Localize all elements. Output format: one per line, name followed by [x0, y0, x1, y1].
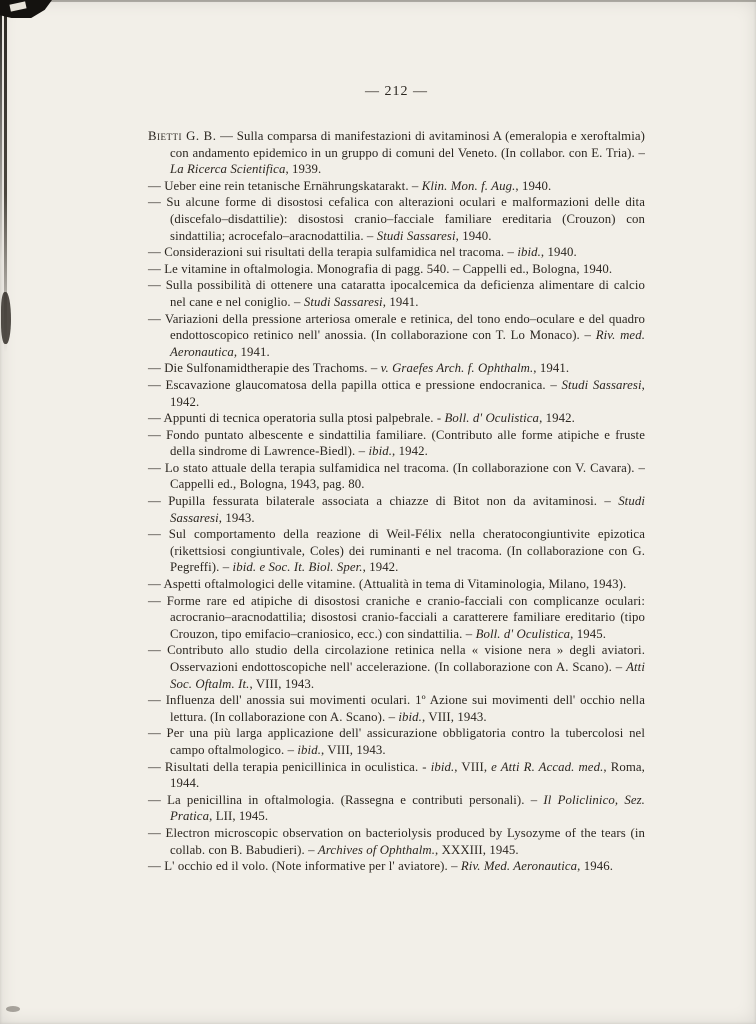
entry-text: 1941. [237, 344, 270, 359]
entry-text: — Electron microscopic observation on bacteriolysis produced by Lysozyme of the tears (in collab. con B. Babudieri). – [148, 825, 645, 857]
entry-text: , 1945. [570, 626, 607, 641]
entry-text: , 1943. [218, 510, 255, 525]
entry-text: , 1940. [515, 178, 552, 193]
entry-text: , VIII, [454, 759, 492, 774]
entry-text: , VIII, 1943. [421, 709, 487, 724]
bibliography-entry [148, 759, 645, 792]
bibliography-entry [148, 277, 645, 310]
entry-text: — Variazioni della pressione arteriosa omerale e retinica, del tono endo–oculare e del quadro endottoscopico retinico nell' anossia. (In collaborazione con T. Lo Monaco). – [148, 311, 645, 343]
entry-text: — Fondo puntato albescente e sindattilia familiare. (Contributo alle forme atipiche e fruste della sindrome di Lawrence-Biedl). – [148, 427, 645, 459]
source-title: Studi Sassaresi [376, 228, 456, 243]
bibliography-entry [148, 427, 645, 460]
source-title: Klin. Mon. f. Aug. [421, 178, 516, 193]
bibliography-entry [148, 128, 645, 178]
entry-text: — Pupilla fessurata bilaterale associata a chiazze di Bitot non da avitaminosi. – [148, 494, 619, 509]
scan-artifact-smudge [1, 292, 11, 344]
source-title: Studi Sassaresi [303, 294, 383, 309]
bibliography-entry [148, 460, 645, 493]
entry-text: — Ueber eine rein tetanische Ernährungskatarakt. – [148, 178, 422, 193]
entry-text: — Die Sulfonamidtherapie des Trachoms. – [148, 361, 381, 376]
source-title: ibid. [398, 709, 422, 724]
scan-artifact-corner-tab [0, 0, 52, 18]
entry-text: , 1940. [455, 228, 492, 243]
entry-text: — Influenza dell' anossia sui movimenti oculari. 1º Azione sui movimenti dell' occhio nella lettura. (In collaborazione con A. Scano). – [148, 693, 645, 724]
entry-text: — Aspetti oftalmologici delle vitamine. (Attualità in tema di Vitaminologia, Milano, 1943). [148, 577, 627, 592]
bibliography-entry [148, 858, 645, 875]
page-number: — 212 — [365, 84, 428, 99]
entry-text: — Sul comportamento della reazione di Weil-Félix nella cheratocongiuntivite epizotica (rikettsiosi congiuntivale, Coles) dei ruminanti e nel tracoma. (In collaborazione con G. Pegreffi). – [148, 527, 645, 575]
source-title: Riv. med. Aeronautica, [170, 328, 645, 359]
entry-text: — Contributo allo studio della circolazione retinica nella « visione nera » degli aviatori. Osservazioni endottoscopiche nell' accelerazione. (In collaborazione con A. Scano). – [148, 643, 645, 674]
entry-text: — Le vitamine in oftalmologia. Monografia di pagg. 540. – Cappelli ed., Bologna, 1940. [148, 261, 613, 276]
source-title: v. Graefes Arch. f. Ophthalm. [380, 361, 534, 376]
entry-text: , VIII, 1943. [321, 742, 386, 757]
entry-text: — Su alcune forme di disostosi cefalica con alterazioni oculari e malformazioni delle dita (discefalo–disdattilie): disostosi cranio–facciale familiare ereditaria (Crouzon) con sindattilia; acrocefalo–aracnodattilia. – [148, 195, 645, 243]
source-title: Boll. d' Oculistica [475, 626, 571, 641]
bibliography-entry [148, 244, 645, 261]
source-title: ibid. [517, 245, 541, 260]
entry-text: — Escavazione glaucomatosa della papilla ottica e pressione endocranica. – [148, 377, 562, 392]
source-title: ibid. [297, 742, 322, 757]
entry-text: , 1946. [577, 859, 614, 874]
bibliography-entry [148, 526, 645, 576]
bibliography-entry [148, 311, 645, 361]
entry-text: — Sulla comparsa di manifestazioni di avitaminosi A (emeralopia e xeroftalmia) con andamento epidemico in un gruppo di comuni del Veneto. (In collabor. con E. Tria). – [170, 129, 645, 160]
scan-artifact-bottom-speck [6, 1006, 20, 1012]
entry-text: — L' occhio ed il volo. (Note informative per l' aviatore). – [148, 859, 461, 874]
bibliography-entry [148, 377, 645, 410]
bibliography-entry [148, 593, 645, 643]
entry-text: — La penicillina in oftalmologia. (Rassegna e contributi personali). – [148, 792, 544, 807]
source-title: Archives of Ophthalm. [317, 842, 436, 857]
entry-text: , 1941. [382, 294, 419, 309]
source-title: ibid. e Soc. It. Biol. Sper. [232, 560, 363, 575]
entry-text: , 1942. [392, 444, 428, 459]
entry-text: , 1940. [540, 245, 577, 260]
source-title: Studi Sassaresi [561, 377, 642, 392]
bibliography-entry [148, 725, 645, 758]
source-title: e Atti R. Accad. med. [491, 759, 604, 774]
bibliography-entry [148, 493, 645, 526]
entry-text: , 1942. [362, 560, 399, 575]
scan-artifact-corner-notch [9, 1, 26, 11]
entry-text: — Risultati della terapia penicillinica in oculistica. - [148, 759, 431, 774]
entry-text: , 1941. [533, 361, 570, 376]
source-title: Studi Sassaresi [170, 494, 645, 525]
source-title: ibid. [368, 444, 393, 459]
source-title: Atti Soc. Oftalm. It. [170, 660, 645, 691]
bibliography-entry [148, 792, 645, 825]
bibliography-entry [148, 178, 645, 195]
scan-edge-top [0, 0, 756, 2]
source-title: ibid. [430, 759, 455, 774]
bibliography-entry [148, 642, 645, 692]
source-title: La Ricerca Scientifica [170, 162, 286, 177]
bibliography-entry [148, 261, 645, 278]
entry-text: — Sulla possibilità di ottenere una cataratta ipocalcemica da deficienza alimentare di calcio nel cane e nel coniglio. – [148, 278, 645, 309]
entry-text: — Appunti di tecnica operatoria sulla ptosi palpebrale. - [148, 411, 445, 426]
author-name: Bietti G. B. [148, 129, 217, 143]
bibliography-entry [148, 576, 645, 593]
entry-text: , LII, 1945. [209, 809, 269, 824]
scan-artifact-left-streak-2 [0, 0, 2, 260]
bibliography-entry [148, 410, 645, 427]
source-title: Boll. d' Oculistica [444, 411, 540, 426]
entry-text: — Considerazioni sui risultati della terapia sulfamidica nel tracoma. – [148, 245, 518, 260]
entry-text: — Lo stato attuale della terapia sulfamidica nel tracoma. (In collaborazione con V. Cavara). – Cappelli ed., Bologna, 1943, pag. 80. [148, 460, 645, 492]
entry-text: , 1939. [285, 162, 322, 177]
bibliography-entry [148, 692, 645, 725]
bibliography-entry [148, 194, 645, 244]
entry-text: , VIII, 1943. [249, 676, 315, 691]
bibliography-entry [148, 825, 645, 858]
source-title: Il Policlinico, Sez. Pratica [170, 792, 645, 824]
entry-text: , 1942. [539, 411, 575, 426]
entry-text: — Per una più larga applicazione dell' assicurazione obbligatoria contro la tubercolosi nel campo oftalmologico. – [148, 726, 645, 757]
bibliography-list [148, 128, 645, 875]
source-title: Riv. Med. Aeronautica [460, 859, 578, 874]
entry-text: , 1942. [170, 377, 645, 409]
entry-text: — Forme rare ed atipiche di disostosi craniche e cranio-facciali con complicanze oculari: acrocranio–aracnodattilia; disostosi cranio-facciali a caratterere familiare ereditario (tipo Crouzon, tipo emifacio–craniosico, ecc.) con sindattilia. – [148, 593, 645, 641]
entry-text: , Roma, 1944. [170, 759, 645, 791]
bibliography-entry [148, 360, 645, 377]
entry-text: , XXXIII, 1945. [435, 842, 519, 857]
